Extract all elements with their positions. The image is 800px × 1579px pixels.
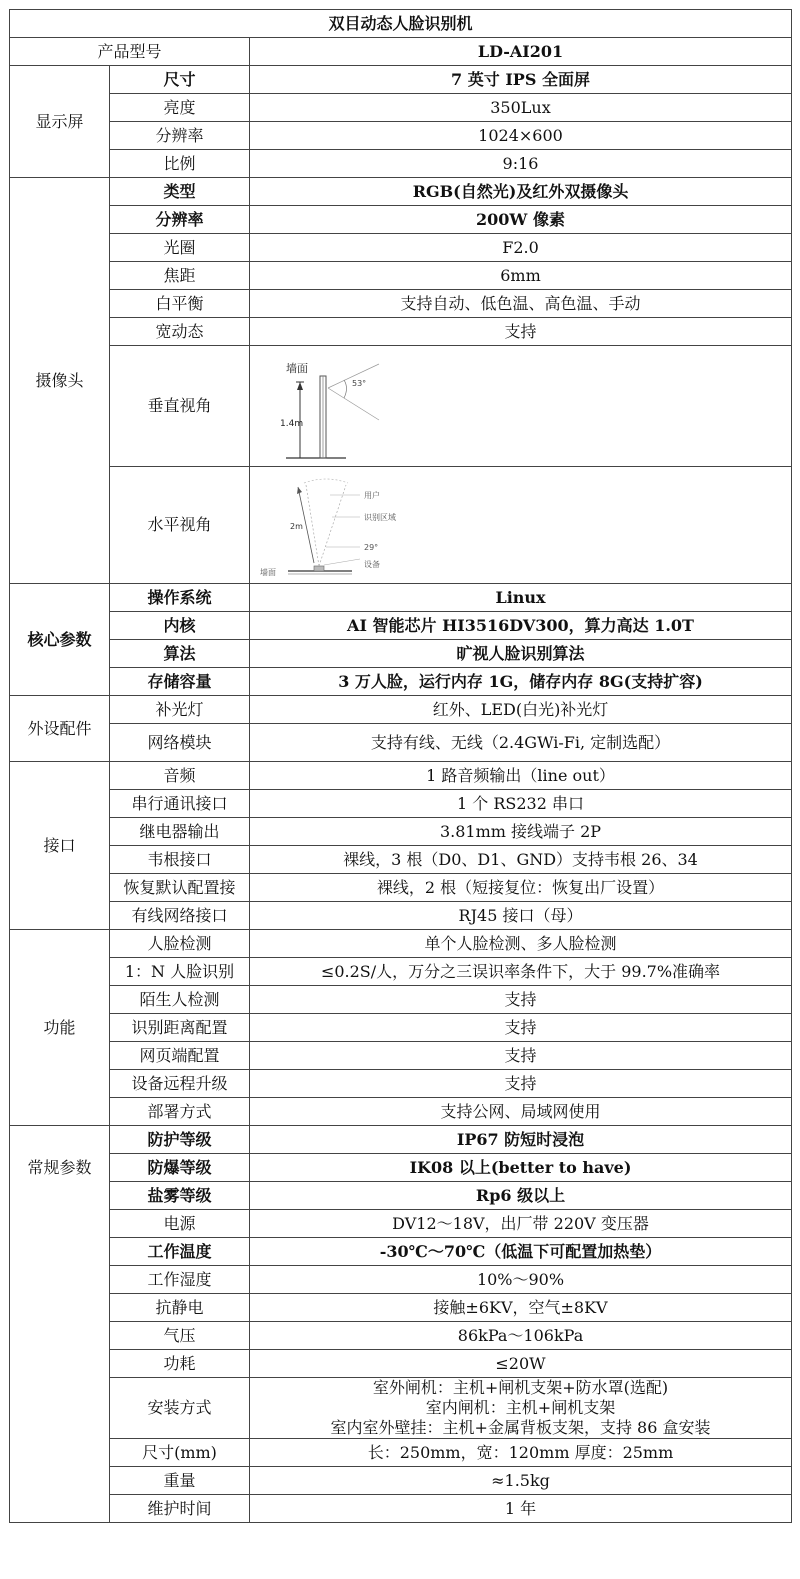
row-value: 1 个 RS232 串口 [250, 790, 792, 818]
row-label: 部署方式 [110, 1098, 250, 1126]
angle-arc [344, 380, 347, 398]
row-label: 有线网络接口 [110, 902, 250, 930]
install-value [250, 1378, 792, 1439]
row-value: F2.0 [250, 234, 792, 262]
row-value: ≤20W [250, 1350, 792, 1378]
row-label: 亮度 [110, 94, 250, 122]
row-label: 操作系统 [110, 584, 250, 612]
row-value: 9:16 [250, 150, 792, 178]
device-label: 设备 [364, 560, 380, 569]
table-row [10, 640, 792, 668]
device-box [314, 566, 324, 571]
table-row [10, 1495, 792, 1523]
table-row [10, 584, 792, 612]
row-value: 10%～90% [250, 1266, 792, 1294]
row-value: 接触±6KV，空气±8KV [250, 1294, 792, 1322]
row-label: 恢复默认配置接 [110, 874, 250, 902]
row-value: 86kPa～106kPa [250, 1322, 792, 1350]
table-row [10, 1210, 792, 1238]
table-row [10, 206, 792, 234]
row-label: 尺寸(mm) [110, 1439, 250, 1467]
table-row [10, 1126, 792, 1154]
row-label: 抗静电 [110, 1294, 250, 1322]
row-label: 陌生人检测 [110, 986, 250, 1014]
row-value: 支持 [250, 1014, 792, 1042]
row-label: 光圈 [110, 234, 250, 262]
fov-right [319, 485, 346, 566]
fov-arc [304, 479, 348, 483]
row-label: 焦距 [110, 262, 250, 290]
view-line-lower [328, 388, 379, 420]
table-row [10, 724, 792, 762]
angle-label: 29° [364, 543, 379, 552]
install-line: 室外闸机：主机+闸机支架+防水罩(选配) [372, 1378, 669, 1397]
table-row [10, 262, 792, 290]
row-value: IP67 防短时浸泡 [250, 1126, 792, 1154]
angle-label: 53° [352, 379, 367, 388]
row-label: 音频 [110, 762, 250, 790]
row-value: 裸线，3 根（D0、D1、GND）支持韦根 26、34 [250, 846, 792, 874]
group-camera: 摄像头 [10, 178, 110, 584]
table-row [10, 122, 792, 150]
table-row [10, 1439, 792, 1467]
table-row [10, 1322, 792, 1350]
table-row [10, 1042, 792, 1070]
table-row [10, 790, 792, 818]
row-label: 韦根接口 [110, 846, 250, 874]
table-row [10, 1154, 792, 1182]
row-label: 分辨率 [110, 122, 250, 150]
zone-label: 识别区域 [364, 513, 396, 522]
table-row [10, 930, 792, 958]
install-line: 室内室外壁挂：主机+金属背板支架，支持 86 盒安装 [330, 1418, 711, 1437]
row-value: 200W 像素 [250, 206, 792, 234]
table-row [10, 668, 792, 696]
row-label: 维护时间 [110, 1495, 250, 1523]
row-label: 盐雾等级 [110, 1182, 250, 1210]
row-value: RJ45 接口（母） [250, 902, 792, 930]
table-row [10, 1266, 792, 1294]
row-value: 单个人脸检测、多人脸检测 [250, 930, 792, 958]
table-row [10, 234, 792, 262]
table-row [10, 94, 792, 122]
spec-sheet [9, 9, 791, 1523]
row-label: 安装方式 [110, 1378, 250, 1439]
model-label: 产品型号 [10, 38, 250, 66]
group-peripherals: 外设配件 [10, 696, 110, 762]
row-value: DV12～18V，出厂带 220V 变压器 [250, 1210, 792, 1238]
table-row [10, 874, 792, 902]
row-value: ≈1.5kg [250, 1467, 792, 1495]
row-value: IK08 以上(better to have) [250, 1154, 792, 1182]
group-display: 显示屏 [10, 66, 110, 178]
table-row [10, 178, 792, 206]
table-row [10, 612, 792, 640]
row-label: 1：N 人脸识别 [110, 958, 250, 986]
row-value: Linux [250, 584, 792, 612]
row-value: 1 路音频输出（line out） [250, 762, 792, 790]
wall-label: 墙面 [286, 362, 308, 375]
row-label: 电源 [110, 1210, 250, 1238]
row-value: 支持 [250, 1042, 792, 1070]
height-label: 1.4m [280, 419, 304, 429]
row-label: 尺寸 [110, 66, 250, 94]
row-label: 重量 [110, 1467, 250, 1495]
group-functions: 功能 [10, 930, 110, 1126]
row-label: 气压 [110, 1322, 250, 1350]
row-value: Rp6 级以上 [250, 1182, 792, 1210]
distance-label: 2m [290, 522, 303, 531]
table-row [10, 846, 792, 874]
row-value: 支持自动、低色温、高色温、手动 [250, 290, 792, 318]
table-row [10, 1350, 792, 1378]
row-label: 存储容量 [110, 668, 250, 696]
row-label: 类型 [110, 178, 250, 206]
row-label: 防护等级 [110, 1126, 250, 1154]
table-row [10, 1098, 792, 1126]
fov-left [306, 485, 319, 566]
table-row [10, 66, 792, 94]
horizontal-view-cell [250, 467, 792, 584]
table-row [10, 1014, 792, 1042]
row-label: 补光灯 [110, 696, 250, 724]
row-value: AI 智能芯片 HI3516DV300，算力高达 1.0T [250, 612, 792, 640]
spec-table [9, 9, 792, 1523]
row-value: 3 万人脸，运行内存 1G，储存内存 8G(支持扩容) [250, 668, 792, 696]
table-row [10, 958, 792, 986]
table-row [10, 346, 792, 467]
vertical-view-cell [250, 346, 792, 467]
row-label: 防爆等级 [110, 1154, 250, 1182]
vertical-view-diagram [254, 346, 774, 466]
row-value: 7 英寸 IPS 全面屏 [250, 66, 792, 94]
table-row [10, 1378, 792, 1439]
table-row [10, 150, 792, 178]
row-value: RGB(自然光)及红外双摄像头 [250, 178, 792, 206]
row-value: 支持 [250, 1070, 792, 1098]
row-value: 裸线，2 根（短接复位：恢复出厂设置） [250, 874, 792, 902]
table-row [10, 986, 792, 1014]
distance-arrow [297, 487, 302, 494]
title-row [10, 10, 792, 38]
device-leader [324, 559, 360, 565]
table-row [10, 1238, 792, 1266]
row-value: 红外、LED(白光)补光灯 [250, 696, 792, 724]
row-value: 1 年 [250, 1495, 792, 1523]
row-value: 支持公网、局域网使用 [250, 1098, 792, 1126]
row-value: -30℃～70℃（低温下可配置加热垫） [250, 1238, 792, 1266]
height-arrow [297, 382, 303, 390]
table-title: 双目动态人脸识别机 [10, 10, 792, 38]
row-value: 旷视人脸识别算法 [250, 640, 792, 668]
row-label: 人脸检测 [110, 930, 250, 958]
group-general: 常规参数 [10, 1126, 110, 1523]
table-row [10, 1467, 792, 1495]
row-value: 3.81mm 接线端子 2P [250, 818, 792, 846]
row-value: 6mm [250, 262, 792, 290]
table-row [10, 818, 792, 846]
row-label: 内核 [110, 612, 250, 640]
row-label: 网页端配置 [110, 1042, 250, 1070]
model-row [10, 38, 792, 66]
horizontal-view-diagram [254, 467, 774, 583]
table-row [10, 1294, 792, 1322]
row-value: 350Lux [250, 94, 792, 122]
table-row [10, 1182, 792, 1210]
wall-label: 墙面 [260, 568, 276, 577]
table-row [10, 290, 792, 318]
row-label: 设备远程升级 [110, 1070, 250, 1098]
row-value: 长：250mm，宽：120mm 厚度：25mm [250, 1439, 792, 1467]
row-value: 支持 [250, 986, 792, 1014]
table-row [10, 762, 792, 790]
row-label: 继电器输出 [110, 818, 250, 846]
group-interfaces: 接口 [10, 762, 110, 930]
row-label: 工作湿度 [110, 1266, 250, 1294]
table-row [10, 467, 792, 584]
row-label: 识别距离配置 [110, 1014, 250, 1042]
row-label: 水平视角 [110, 467, 250, 584]
row-label: 网络模块 [110, 724, 250, 762]
row-label: 白平衡 [110, 290, 250, 318]
model-value: LD-AI201 [250, 38, 792, 66]
row-label: 比例 [110, 150, 250, 178]
row-label: 垂直视角 [110, 346, 250, 467]
table-row [10, 902, 792, 930]
row-value: 支持有线、无线（2.4GWi-Fi, 定制选配） [250, 724, 792, 762]
install-line: 室内闸机：主机+闸机支架 [425, 1398, 616, 1417]
table-row [10, 318, 792, 346]
row-label: 分辨率 [110, 206, 250, 234]
row-value: ≤0.2S/人，万分之三误识率条件下，大于 99.7%准确率 [250, 958, 792, 986]
row-label: 工作温度 [110, 1238, 250, 1266]
table-row [10, 696, 792, 724]
row-value: 1024×600 [250, 122, 792, 150]
row-label: 功耗 [110, 1350, 250, 1378]
row-label: 算法 [110, 640, 250, 668]
row-value: 支持 [250, 318, 792, 346]
table-row [10, 1070, 792, 1098]
row-label: 串行通讯接口 [110, 790, 250, 818]
group-core: 核心参数 [10, 584, 110, 696]
row-label: 宽动态 [110, 318, 250, 346]
user-label: 用户 [364, 491, 380, 500]
